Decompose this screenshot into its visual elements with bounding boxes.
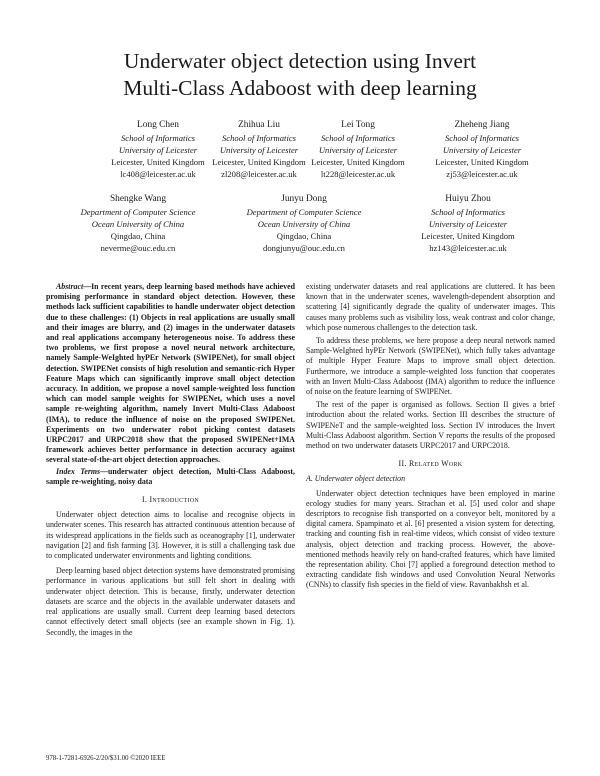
author-email: lc408@leicester.ac.uk bbox=[120, 169, 196, 179]
author-name: Shengke Wang bbox=[109, 194, 167, 204]
author-card bbox=[247, 193, 362, 254]
author-university: Ocean University of China bbox=[257, 219, 351, 229]
paragraph: Deep learning based object detection systems have demonstrated promising performance in various applications but still felt short in dealing with underwater object detection. This is because, firstly, underwater detection datasets are scarce and the objects in the available underwater datasets and real applications are usually small. Current deep learning based detectors cannot effectively detect small objects (see an example shown in Fig. 1). Secondly, the images in the bbox=[46, 566, 295, 637]
author-university: University of Leicester bbox=[428, 219, 508, 229]
author-university: University of Leicester bbox=[442, 145, 522, 155]
author-department: School of Informatics bbox=[430, 207, 505, 217]
author-email: lt228@leicester.ac.uk bbox=[320, 169, 396, 179]
author-card bbox=[435, 119, 528, 180]
author-university: Ocean University of China bbox=[91, 219, 185, 229]
index-terms-label: Index Terms bbox=[56, 466, 101, 476]
author-location: Leicester, United Kingdom bbox=[311, 157, 405, 167]
author-location: Leicester, United Kingdom bbox=[111, 157, 205, 167]
section-number: II. bbox=[398, 459, 407, 469]
paragraph: The rest of the paper is organised as follows. Section II gives a brief introduction about the related works. Section III describes the structure of SWIPENeT and the sample-weighted loss. Section IV introduces the Invert Multi-Class Adaboost algorithm. Section V reports the results of the proposed method on two underwater datasets URPC2017 and URPC2018. bbox=[306, 400, 555, 451]
author-location: Leicester, United Kingdom bbox=[421, 231, 515, 241]
author-email: dongjunyu@ouc.edu.cn bbox=[263, 243, 345, 253]
author-card bbox=[81, 193, 196, 254]
section-heading bbox=[46, 495, 295, 505]
author-department: School of Informatics bbox=[444, 133, 519, 143]
author-name: Lei Tong bbox=[341, 120, 375, 130]
author-name: Huiyu Zhou bbox=[445, 194, 491, 204]
author-location: Leicester, United Kingdom bbox=[212, 157, 306, 167]
abstract-text: —In recent years, deep learning based methods have achieved promising performance in standard object detection. However, these methods lack sufficient capabilities to handle underwater object detection due to these challenges: (1) Objects in real applications are usually small and their images are blurry, and (2) images in the underwater datasets and real applications accompany heterogeneous noise. To address these two problems, we first propose a novel neural network architecture, namely Sample-WeIghted hyPEr Network (SWIPENet), for small object detection. SWIPENet consists of high resolution and semantic-rich Hyper Feature Maps which can significantly improve small object detection accuracy. In addition, we propose a novel sample-weighted loss function which can model sample weights for SWIPENet, which uses a novel sample re-weighting algorithm, namely Invert Multi-Class Adaboost (IMA), to reduce the influence of noise on the proposed SWIPENet. Experiments on two underwater robot picking contest datasets URPC2017 and URPC2018 show that the proposed SWIPENet+IMA framework achieves better performance in detection accuracy against several state-of-the-art object detection approaches. bbox=[46, 282, 295, 465]
paragraph: To address these problems, we here propose a deep neural network named Sample-WeIghted hyPEr Network (SWIPENet), which fully takes advantage of multiple Hyper Feature Maps to improve small object detection. Furthermore, we introduce a sample-weighted loss function that cooperates with an Invert Multi-Class Adaboost (IMA) algorithm to reduce the influence of noise on the feature learning of SWIPENet. bbox=[306, 336, 555, 397]
abstract-label: Abstract bbox=[56, 282, 84, 291]
author-location: Leicester, United Kingdom bbox=[435, 157, 529, 167]
paper-title bbox=[0, 48, 600, 102]
title-line-2: Multi-Class Adaboost with deep learning bbox=[123, 76, 477, 100]
author-location: Qingdao, China bbox=[276, 231, 332, 241]
paragraph: Underwater object detection aims to localise and recognise objects in underwater scenes. This research has attracted continuous attention because of its widespread applications in the fields such as oceanography [1], underwater navigation [2] and fish farming [3]. However, it is still a challenging task due to complicated underwater environments and lighting conditions. bbox=[46, 510, 295, 561]
author-card bbox=[421, 193, 514, 254]
abstract bbox=[46, 282, 295, 466]
author-name: Junyu Dong bbox=[281, 194, 327, 204]
author-card bbox=[111, 119, 204, 180]
paragraph: Underwater object detection techniques have been employed in marine ecology studies for many years. Strachan et al. [5] used color and shape descriptors to recognise fish transported on a conveyor belt, monitored by a digital camera. Spampinato et al. [6] presented a vision system for detecting, tracking and counting fish in real-time videos, which consist of video texture analysis, object detection and tracking process. However, the above-mentioned methods heavily rely on hand-crafted features, which have limited the representation ability. Choi [7] applied a foreground detection method to extracting candidate fish windows and used Convolution Neural Networks (CNNs) to classify fish species in the field of view. Ravanbakhsh et al. bbox=[306, 488, 555, 590]
author-email: zl208@leicester.ac.uk bbox=[221, 169, 297, 179]
author-name: Zhihua Liu bbox=[238, 120, 280, 130]
copyright-footer: 978-1-7281-6926-2/20/$31.00 ©2020 IEEE bbox=[46, 755, 166, 762]
right-column bbox=[306, 282, 555, 591]
author-email: neverme@ouc.edu.cn bbox=[100, 243, 176, 253]
author-email: hz143@leicester.ac.uk bbox=[429, 243, 507, 253]
author-department: School of Informatics bbox=[221, 133, 296, 143]
section-number: I. bbox=[141, 495, 148, 505]
author-department: School of Informatics bbox=[320, 133, 395, 143]
section-title: Related Work bbox=[408, 459, 463, 469]
author-name: Zheheng Jiang bbox=[454, 120, 510, 130]
section-heading bbox=[306, 459, 555, 469]
author-location: Qingdao, China bbox=[110, 231, 166, 241]
left-column bbox=[46, 282, 295, 638]
author-university: University of Leicester bbox=[219, 145, 299, 155]
author-card bbox=[311, 119, 404, 180]
author-department: Department of Computer Science bbox=[80, 207, 196, 217]
index-terms-text: —underwater object detection, Multi-Class Adaboost, sample re-weighting, noisy data bbox=[46, 466, 296, 486]
author-department: Department of Computer Science bbox=[246, 207, 362, 217]
author-email: zj53@leicester.ac.uk bbox=[446, 169, 518, 179]
author-card bbox=[212, 119, 305, 180]
paragraph: existing underwater datasets and real applications are cluttered. It has been known that in the underwater scenes, wavelength-dependent absorption and scattering [4] significantly degrade the quality of underwater images. This causes many problems such as visibility loss, weak contrast and color change, which pose numerous challenges to the detection task. bbox=[306, 282, 555, 332]
author-department: School of Informatics bbox=[120, 133, 195, 143]
section-title: Introduction bbox=[149, 495, 200, 505]
index-terms bbox=[46, 467, 295, 487]
subsection-heading: A. Underwater object detection bbox=[306, 474, 406, 484]
title-line-1: Underwater object detection using Invert bbox=[123, 49, 477, 73]
author-university: University of Leicester bbox=[318, 145, 398, 155]
author-name: Long Chen bbox=[137, 120, 179, 130]
author-university: University of Leicester bbox=[118, 145, 198, 155]
